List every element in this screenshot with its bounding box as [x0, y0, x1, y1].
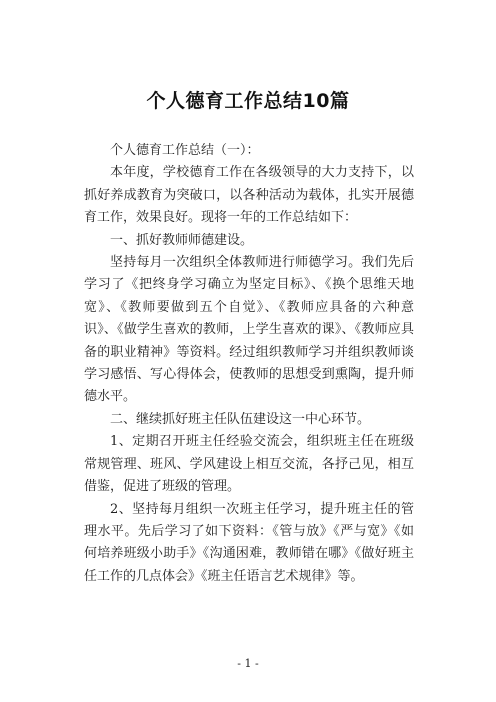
document-body [84, 140, 414, 588]
paragraph-item-2: 2、坚持每月组织一次班主任学习，提升班主任的管理水平。先后学习了如下资料：《管与放》《严与宽》《如何培养班级小助手》《沟通困难，教师错在哪》《做好班主任工作的几点体会》《班主任语言艺术规律》等。 [84, 501, 414, 584]
paragraph-heading-1: 一、抓好教师师德建设。 [110, 232, 254, 248]
page-number: - 1 - [237, 657, 259, 670]
document-title: 个人德育工作总结10篇 [146, 90, 350, 112]
paragraph-teacher-ethics: 坚持每月一次组织全体教师进行师德学习。我们先后学习了《把终身学习确立为坚定目标》、《换个思维天地宽》、《教师要做到五个自觉》、《教师应具备的六种意识》、《做学生喜欢的教师，上学生喜欢的课》、《教师应具备的职业精神》等资料。经过组织教师学习并组织教师谈学习感悟、写心得体会，使教师的思想受到熏陶，提升师德水平。 [84, 255, 414, 405]
paragraph-section-heading: 个人德育工作总结（一）： [110, 143, 260, 158]
paragraph-heading-2: 二、继续抓好班主任队伍建设这一中心环节。 [110, 411, 371, 427]
paragraph-item-1: 1、定期召开班主任经验交流会，组织班主任在班级常规管理、班风、学风建设上相互交流，各抒己见，相互借鉴，促进了班级的管理。 [84, 434, 414, 495]
paragraph-intro: 本年度，学校德育工作在各级领导的大力支持下，以抓好养成教育为突破口，以各种活动为载体，扎实开展德育工作，效果良好。现将一年的工作总结如下： [84, 165, 414, 226]
